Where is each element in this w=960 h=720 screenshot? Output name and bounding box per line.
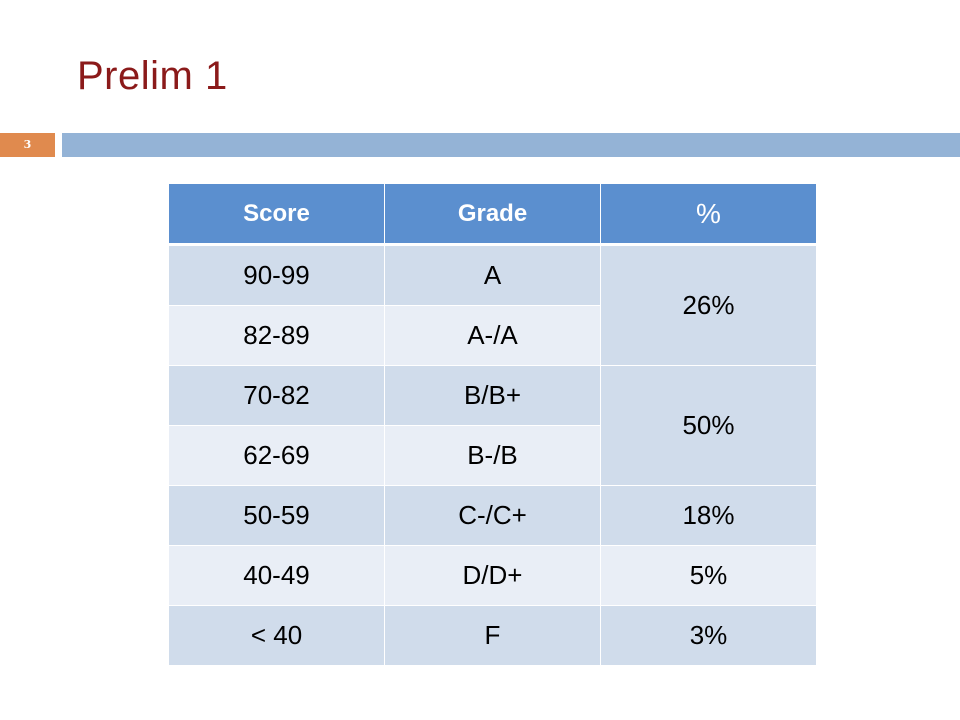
score-cell: 82-89 <box>169 306 385 366</box>
table-header-row <box>169 184 817 245</box>
score-cell: 40-49 <box>169 546 385 606</box>
score-cell: 50-59 <box>169 486 385 546</box>
score-cell: 90-99 <box>169 245 385 306</box>
grade-cell: B-/B <box>385 426 601 486</box>
grade-cell: F <box>385 606 601 666</box>
grade-distribution-table <box>168 183 817 666</box>
grade-cell: B/B+ <box>385 366 601 426</box>
table-row <box>169 546 817 606</box>
grade-cell: A <box>385 245 601 306</box>
grade-cell: A-/A <box>385 306 601 366</box>
header-grade: Grade <box>385 184 601 245</box>
grade-cell: C-/C+ <box>385 486 601 546</box>
header-percent: % <box>601 184 817 245</box>
slide-title: Prelim 1 <box>77 54 228 98</box>
score-cell: 70-82 <box>169 366 385 426</box>
percent-cell: 5% <box>601 546 817 606</box>
title-accent-bar <box>62 133 960 157</box>
percent-cell: 3% <box>601 606 817 666</box>
slide-number: 3 <box>0 133 55 157</box>
table-row <box>169 486 817 546</box>
percent-cell: 18% <box>601 486 817 546</box>
table-row <box>169 606 817 666</box>
header-score: Score <box>169 184 385 245</box>
grade-cell: D/D+ <box>385 546 601 606</box>
table-row <box>169 245 817 306</box>
table-row <box>169 366 817 426</box>
score-cell: 62-69 <box>169 426 385 486</box>
percent-cell: 26% <box>601 245 817 366</box>
score-cell: < 40 <box>169 606 385 666</box>
percent-cell: 50% <box>601 366 817 486</box>
